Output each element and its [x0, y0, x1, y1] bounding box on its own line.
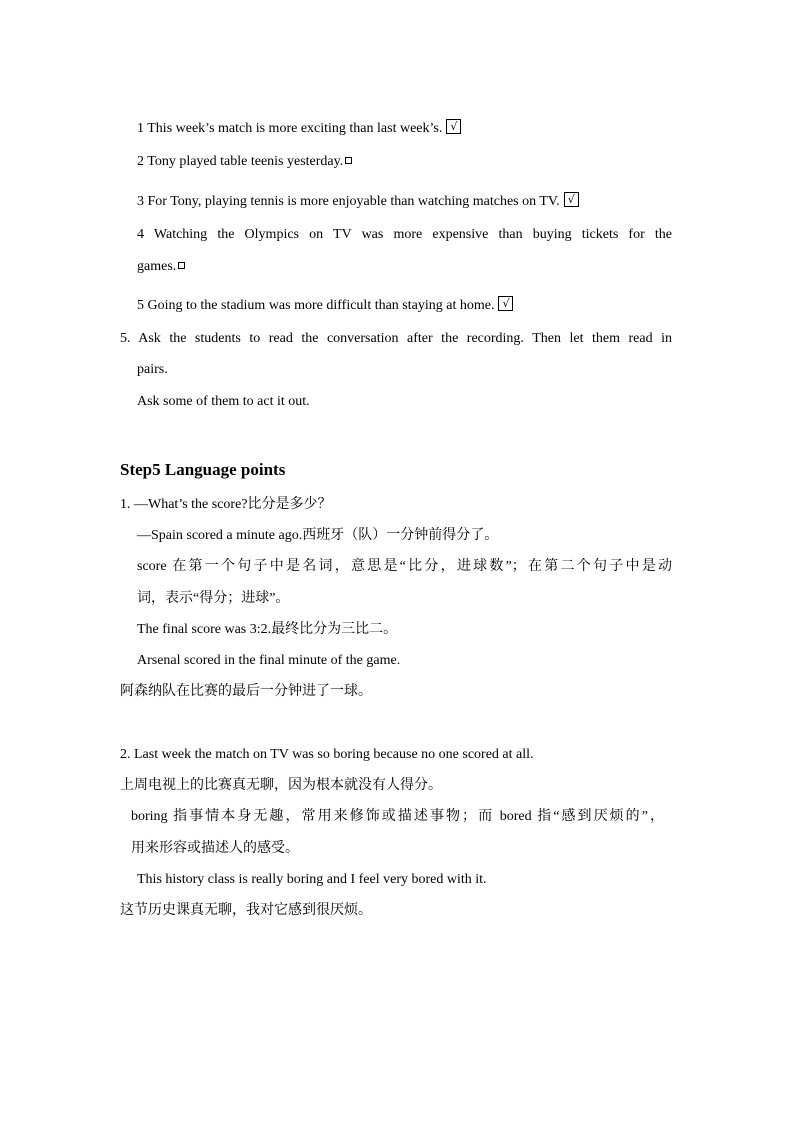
exercise-item-1-text: 1 This week’s match is more exciting than last week’s.	[137, 121, 443, 136]
point1-line3: score 在第一个句子中是名词，意思是“比分，进球数”；在第二个句子中是动	[137, 559, 672, 574]
step-item-5-line2: pairs.	[137, 362, 168, 377]
point1-line5: The final score was 3:2.最终比分为三比二。	[137, 622, 398, 637]
point1-line4: 词，表示“得分；进球”。	[137, 591, 290, 606]
step-item-5-line3: Ask some of them to act it out.	[137, 394, 310, 409]
point2-line4: 用来形容或描述人的感受。	[131, 841, 299, 856]
point2-line2: 上周电视上的比赛真无聊，因为根本就没有人得分。	[120, 778, 442, 793]
point1-line7: 阿森纳队在比赛的最后一分钟进了一球。	[120, 684, 372, 699]
check-mark-icon: √	[564, 192, 579, 207]
exercise-item-4-text: games.	[137, 259, 177, 274]
step-item-5-line1: 5. Ask the students to read the conversation after the recording. Then let them read in	[120, 331, 672, 346]
exercise-item-3-text: 3 For Tony, playing tennis is more enjoyable than watching matches on TV.	[137, 194, 560, 209]
exercise-item-5	[137, 296, 513, 315]
step5-heading: Step5 Language points	[120, 460, 286, 479]
check-mark-icon: √	[446, 119, 461, 134]
empty-box-icon	[178, 262, 185, 269]
exercise-item-4-line2	[137, 258, 185, 276]
empty-box-icon	[345, 157, 352, 164]
point1-line1: 1. —What’s the score?比分是多少？	[120, 497, 332, 512]
point1-line2: —Spain scored a minute ago.西班牙（队）一分钟前得分了。	[137, 528, 499, 543]
point1-line6: Arsenal scored in the final minute of the game.	[137, 653, 401, 668]
point2-line1: 2. Last week the match on TV was so boring because no one scored at all.	[120, 747, 534, 762]
exercise-item-1	[137, 119, 461, 138]
point2-line5: This history class is really boring and I feel very bored with it.	[137, 872, 487, 887]
exercise-item-3	[137, 192, 579, 211]
exercise-item-5-text: 5 Going to the stadium was more difficult than staying at home.	[137, 298, 495, 313]
point2-line3: boring 指事情本身无趣，常用来修饰或描述事物；而 bored 指“感到厌烦的”，	[131, 809, 664, 824]
exercise-item-2-text: 2 Tony played table teenis yesterday.	[137, 154, 344, 169]
point2-line6: 这节历史课真无聊，我对它感到很厌烦。	[120, 903, 372, 918]
check-mark-icon: √	[498, 296, 513, 311]
exercise-item-2	[137, 153, 352, 171]
exercise-item-4-line1: 4 Watching the Olympics on TV was more expensive than buying tickets for the	[137, 227, 672, 242]
